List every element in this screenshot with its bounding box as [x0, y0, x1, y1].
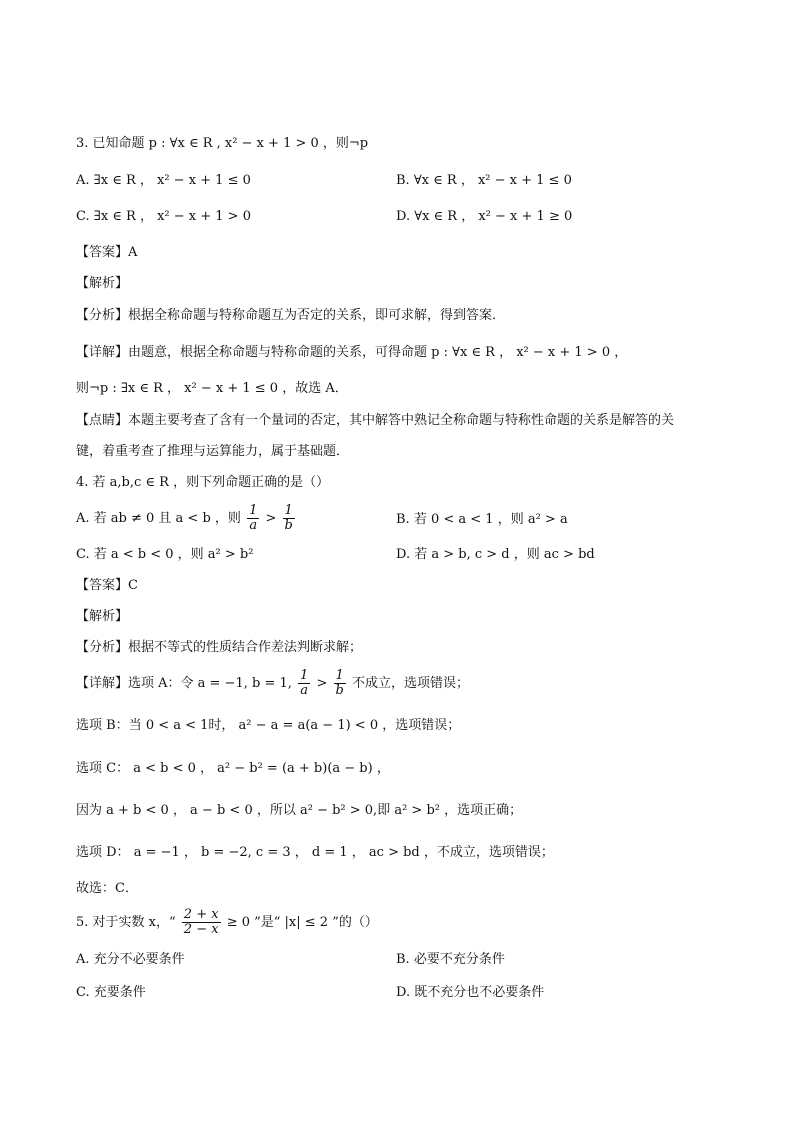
q5-option-b: B. 必要不充分条件: [396, 952, 505, 967]
q4-answer: 【答案】C: [76, 578, 138, 593]
q3-comment-line-1: 【点睛】本题主要考查了含有一个量词的否定，其中解答中熟记全称命题与特称性命题的关系是解答的关: [76, 413, 675, 428]
q3-option-a: A. ∃x ∈ R ， x² − x + 1 ≤ 0: [76, 173, 251, 188]
q4-detail-d: 选项 D： a = −1 ， b = −2, c = 3 ， d = 1 ， ac > bd ，不成立，选项错误；: [76, 845, 554, 860]
q4-detail-c1: 选项 C： a < b < 0 ， a² − b² = (a + b)(a − b) ，: [76, 761, 390, 776]
q3-detail-line-2: 则¬p : ∃x ∈ R ， x² − x + 1 ≤ 0 ，故选 A．: [76, 381, 348, 396]
q3-answer: 【答案】A: [76, 245, 138, 260]
q4-option-c: C. 若 a < b < 0 ，则 a² > b²: [76, 547, 254, 562]
q4-conclusion: 故选：C．: [76, 881, 138, 896]
q4-analysis: 【分析】根据不等式的性质结合作差法判断求解；: [76, 640, 363, 655]
q3-option-d: D. ∀x ∈ R ， x² − x + 1 ≥ 0: [396, 209, 573, 224]
q3-stem: 3. 已知命题 p : ∀x ∈ R , x² − x + 1 > 0 ，则¬p: [76, 136, 369, 151]
q4-option-a: A. 若 ab ≠ 0 且 a < b ，则 $\frac{1}{a}$ > $\frac{1}{b}$: [76, 503, 293, 533]
q3-analysis: 【分析】根据全称命题与特称命题互为否定的关系，即可求解，得到答案．: [76, 308, 506, 323]
fraction: $\frac{2 + x}{2 - x}$: [183, 907, 219, 937]
q5-option-c: C. 充要条件: [76, 985, 146, 1000]
q3-option-b: B. ∀x ∈ R ， x² − x + 1 ≤ 0: [396, 173, 572, 188]
fraction: $\frac{1}{a}$: [300, 668, 309, 698]
q3-option-c: C. ∃x ∈ R ， x² − x + 1 > 0: [76, 209, 251, 224]
fraction: $\frac{1}{b}$: [335, 668, 344, 698]
q4-jiexi-heading: 【解析】: [76, 609, 129, 624]
fraction: $\frac{1}{b}$: [284, 503, 293, 533]
q3-jiexi-heading: 【解析】: [76, 276, 129, 291]
q4-detail-c2: 因为 a + b < 0 ， a − b < 0 ，所以 a² − b² > 0,即 a² > b² ，选项正确；: [76, 803, 523, 818]
q4-detail-b: 选项 B：当 0 < a < 1时， a² − a = a(a − 1) < 0 ，选项错误；: [76, 718, 461, 733]
q3-comment-line-2: 键，着重考查了推理与运算能力，属于基础题．: [76, 444, 350, 459]
fraction: $\frac{1}{a}$: [249, 503, 258, 533]
q5-stem: 5. 对于实数 x，“ $\frac{2 + x}{2 - x}$ ≥ 0 ”是“ |x| ≤ 2 ”的（）: [76, 907, 378, 937]
q4-option-d: D. 若 a > b, c > d ，则 ac > bd: [396, 547, 595, 562]
q3-detail-line-1: 【详解】由题意，根据全称命题与特称命题的关系，可得命题 p : ∀x ∈ R ， x² − x + 1 > 0 ，: [76, 345, 628, 360]
q5-option-a: A. 充分不必要条件: [76, 952, 185, 967]
q4-option-b: B. 若 0 < a < 1 ，则 a² > a: [396, 512, 568, 527]
q4-stem: 4. 若 a,b,c ∈ R ，则下列命题正确的是（）: [76, 475, 330, 490]
q5-option-d: D. 既不充分也不必要条件: [396, 985, 545, 1000]
q4-detail-a: 【详解】选项 A：令 a = −1, b = 1, $\frac{1}{a}$ > $\frac{1}{b}$ 不成立，选项错误；: [76, 668, 469, 698]
